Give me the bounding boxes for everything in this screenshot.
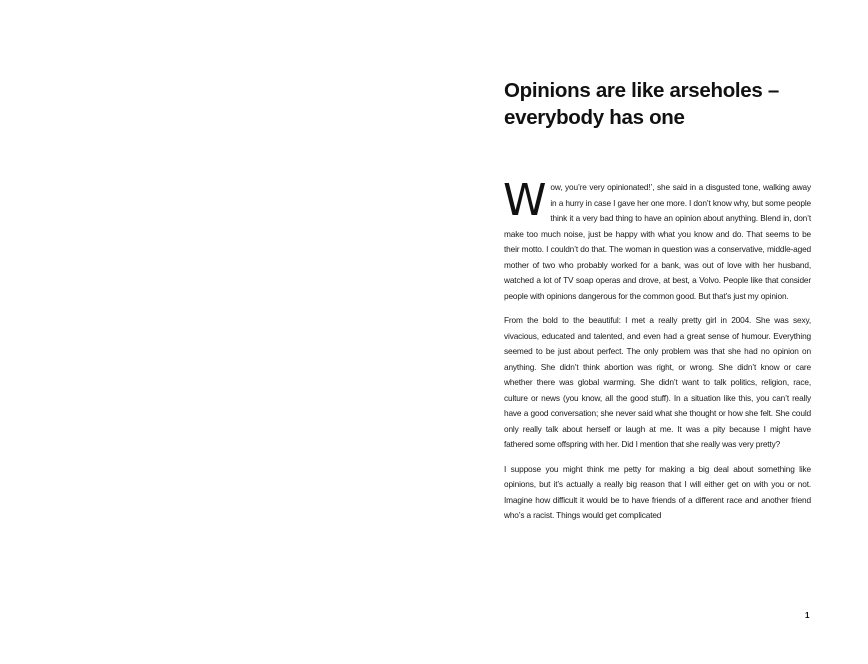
right-page	[504, 0, 811, 664]
paragraph-1	[503, 175, 811, 304]
chapter-title-line-2: everybody has one	[504, 106, 685, 129]
body-text	[503, 175, 811, 533]
chapter-title-line-1: Opinions are like arseholes –	[504, 79, 780, 102]
paragraph-2: From the bold to the beautiful: I met a really pretty girl in 2004. She was sexy, vivacious, educated and talented, and even had a great sense of humour. Everything seemed to be just about perfect. The only problem was that she had no opinion on anything. She didn’t think abortion was right, or wrong. She didn’t know or care whether there was global warming. She didn’t want to talk politics, religion, race, culture or news (you know, all the good stuff). In a situation like this, you can’t really have a good conversation; she never said what she thought or how she felt. She could only really talk about herself or laugh at me. It was a pity because I might have fathered some offspring with her. Did I mention that she really was very pretty?	[504, 315, 811, 449]
chapter-title	[504, 77, 811, 131]
drop-cap: W	[503, 175, 547, 226]
page-number: 1	[805, 611, 810, 620]
paragraph-1-text: ow, you’re very opinionated!’, she said in a disgusted tone, walking away in a hurry in case I gave her one more. I don’t know why, but some people think it a very bad thing to have an opinion about anything. Blend in, don’t make too much noise, just be happy with what you know and do. That seems to be their motto. I couldn’t do that. The woman in question was a conservative, middle-aged mother of two who probably worked for a bank, was out of love with her husband, watched a lot of TV soap operas and drove, at best, a Volvo. People like that consider people with opinions dangerous for the common good. But that’s just my opinion.	[504, 182, 811, 301]
paragraph-3: I suppose you might think me petty for making a big deal about something like opinions, but it’s actually a really big reason that I will either get on with you or not. Imagine how difficult it would be to have friends of a different race and another friend who’s a racist. Things would get complicated	[504, 463, 811, 520]
